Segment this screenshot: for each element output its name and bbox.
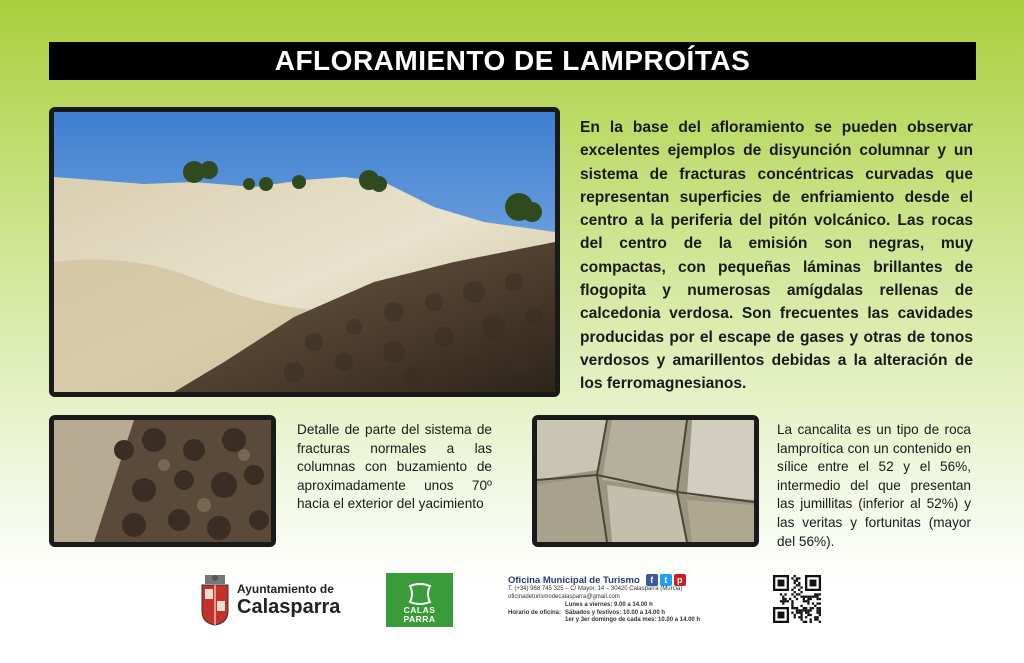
fracture-detail-photo: [49, 415, 276, 547]
qr-code[interactable]: [773, 575, 821, 623]
logo-mark-icon: [406, 582, 434, 606]
page-title: AFLORAMIENTO DE LAMPROÍTAS: [274, 45, 751, 76]
calasparra-tourism-logo: [386, 573, 453, 627]
hours-weekdays: Lunes a viernes: 9.00 a 14.00 h: [565, 602, 653, 609]
logo-line1: CALAS: [403, 605, 436, 615]
office-email[interactable]: oficinadeturismodecalasparra@gmail.com: [508, 593, 620, 600]
town-name: Calasparra: [237, 596, 341, 618]
main-description: En la base del afloramiento se pueden observar excelentes ejemplos de disyunción columnar y un sistema de fracturas concéntricas curvadas que representan superficies de enfriamiento desde el centro a la periferia del pitón volcánico. Las rocas del centro de la emisión son negras, muy compactas, con pequeñas láminas brillantes de flogopita y numerosas amígdalas rellenas de calcedonia verdosa. Son frecuentes las cavidades producidas por el escape de gases y otras de tonos verdosos y amarillentos debidas a la alteración de los ferromagnesianos.: [580, 119, 973, 393]
hours-sundays: 1er y 3er domingo de cada mes: 10.00 a 14.00 h: [565, 617, 701, 624]
ayuntamiento-label: Ayuntamiento de: [237, 582, 334, 596]
facebook-icon[interactable]: f: [646, 574, 658, 586]
hours-label: Horario de oficina:: [508, 609, 562, 616]
office-address: T. (+34) 968 745 325 – C/ Mayor, 14 – 30420 Calasparra (Murcia): [508, 586, 683, 592]
outcrop-photo: [49, 107, 560, 397]
qr-code-icon: [773, 575, 821, 623]
twitter-icon[interactable]: t: [660, 574, 672, 586]
ayuntamiento-logo: [199, 573, 340, 627]
pinterest-icon[interactable]: p: [674, 574, 686, 586]
cancalita-rock-photo: [532, 415, 759, 547]
coat-of-arms-icon: [199, 573, 231, 627]
title-bar: [49, 42, 976, 80]
caption-fractures: Detalle de parte del sistema de fracturas normales a las columnas con buzamiento de aproximadamente unos 70º hacia el exterior del yacimiento: [297, 422, 492, 512]
caption-cancalita: La cancalita es un tipo de roca lamproítica con un contenido en sílice entre el 52 y el 56%, intermedio del que presentan las jumillitas (inferior al 52%) y las veritas y fortunitas (mayor del 56%).: [777, 422, 971, 549]
hours-saturdays: Sábados y festivos: 10.00 a 14.00 h: [565, 609, 666, 616]
tourism-office-info: [508, 574, 758, 625]
logo-line2: PARRA: [403, 614, 436, 624]
office-title: Oficina Municipal de Turismo: [508, 574, 640, 586]
